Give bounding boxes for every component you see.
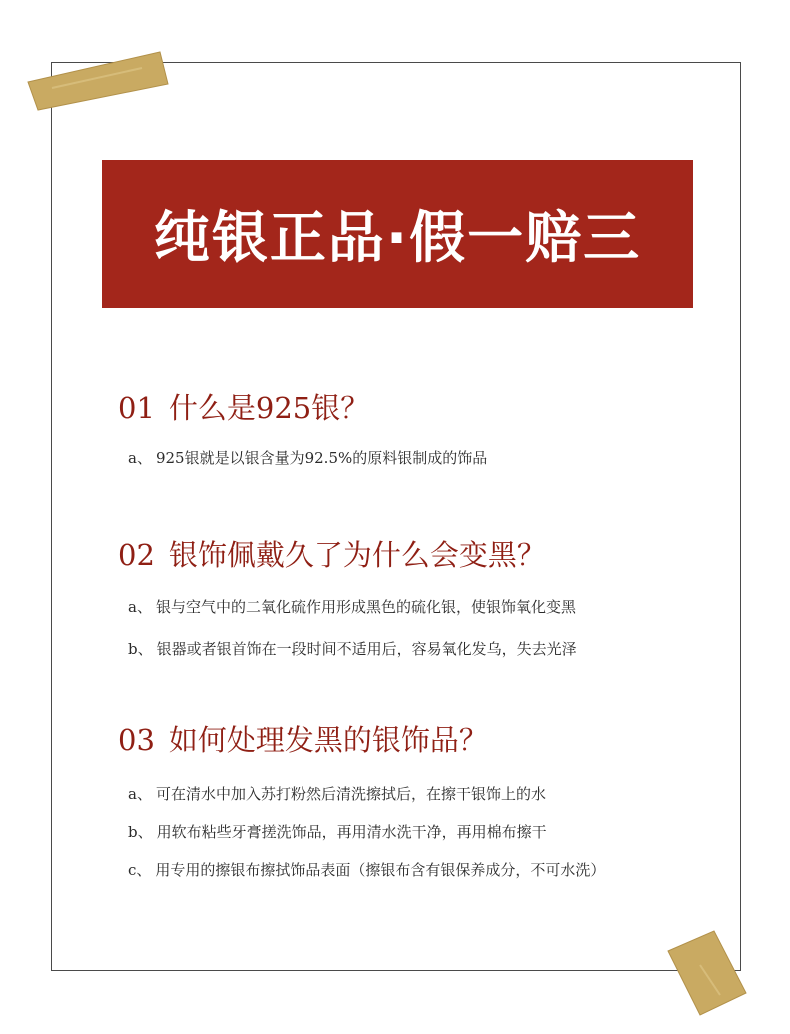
- item-text: 银器或者银首饰在一段时间不适用后，容易氧化发乌，失去光泽: [156, 640, 577, 658]
- section-01: [118, 388, 730, 468]
- banner-title: 纯银正品·假一赔三: [153, 206, 642, 271]
- list-item: [118, 784, 730, 804]
- section-03: [118, 720, 730, 880]
- section-number: 01: [118, 391, 155, 425]
- item-marker: a、: [128, 449, 152, 467]
- masking-tape-bottom-right: [660, 925, 752, 1019]
- item-marker: c、: [128, 861, 152, 879]
- list-item: [118, 860, 730, 880]
- section-title: 银饰佩戴久了为什么会变黑？: [168, 538, 546, 572]
- list-item: [118, 822, 730, 842]
- section-heading: [118, 720, 730, 760]
- item-text: 银与空气中的二氧化硫作用形成黑色的硫化银，使银饰氧化变黑: [155, 598, 576, 616]
- item-marker: a、: [128, 598, 152, 616]
- item-marker: b、: [128, 640, 153, 658]
- section-number: 03: [118, 723, 155, 757]
- item-marker: a、: [128, 785, 152, 803]
- section-title: 如何处理发黑的银饰品？: [168, 723, 488, 757]
- list-item: [118, 597, 730, 617]
- section-title: 什么是925银？: [168, 391, 370, 425]
- item-text: 用软布粘些牙膏搓洗饰品，再用清水洗干净，再用棉布擦干: [156, 823, 547, 841]
- list-item: [118, 448, 730, 468]
- title-banner: [102, 160, 693, 308]
- item-text: 925银就是以银含量为92.5%的原料银制成的饰品: [155, 449, 488, 467]
- section-number: 02: [118, 538, 155, 572]
- section-02: [118, 535, 730, 659]
- item-text: 可在清水中加入苏打粉然后清洗擦拭后，在擦干银饰上的水: [155, 785, 546, 803]
- item-text: 用专用的擦银布擦拭饰品表面（擦银布含有银保养成分，不可水洗）: [155, 861, 606, 879]
- masking-tape-top-left: [22, 48, 170, 114]
- item-marker: b、: [128, 823, 153, 841]
- section-heading: [118, 535, 730, 575]
- section-heading: [118, 388, 730, 428]
- list-item: [118, 639, 730, 659]
